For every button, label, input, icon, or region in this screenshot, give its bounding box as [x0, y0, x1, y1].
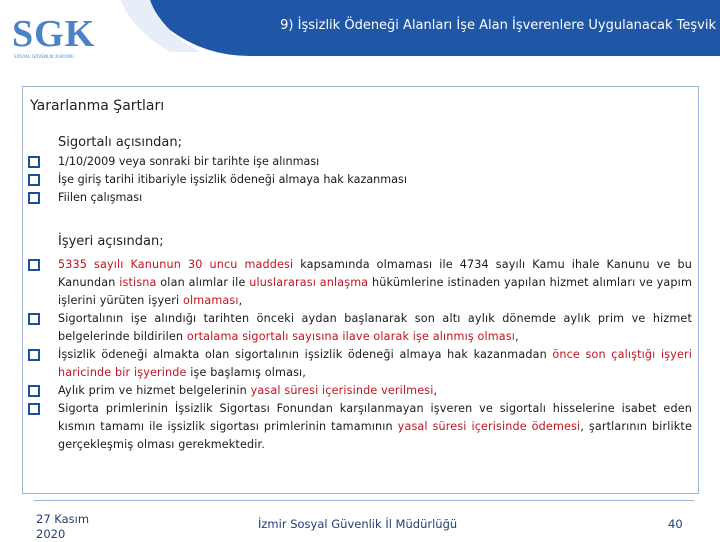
header-banner — [0, 0, 720, 70]
footer-organization: İzmir Sosyal Güvenlik İl Müdürlüğü — [258, 517, 458, 531]
workplace-heading: İşyeri açısından; — [58, 234, 164, 249]
slide-title: 9) İşsizlik Ödeneği Alanları İşe Alan İşverenlere Uygulanacak Teşvik — [280, 18, 716, 33]
square-bullet-icon — [28, 156, 40, 168]
workplace-list — [28, 256, 692, 454]
square-bullet-icon — [28, 259, 40, 271]
square-bullet-icon — [28, 403, 40, 415]
insured-list — [28, 153, 692, 207]
footer-date-year: 2020 — [36, 527, 66, 541]
list-item: 1/10/2009 veya sonraki bir tarihte işe alınması — [28, 153, 692, 171]
list-item: Sigorta primlerinin İşsizlik Sigortası Fonundan karşılanmayan işveren ve sigortalı hisselerine isabet eden kısmın tamamı ile işsizlik sigortası primlerinin tamamının yasal süresi içerisinde ödemesi, şartlarının birlikte gerçekleşmiş olması gerekmektedir. — [28, 400, 692, 454]
footer-date — [36, 512, 89, 542]
footer-date-day: 27 Kasım — [36, 512, 90, 526]
square-bullet-icon — [28, 192, 40, 204]
insured-heading: Sigortalı açısından; — [58, 135, 183, 150]
sgk-logo — [8, 12, 98, 64]
square-bullet-icon — [28, 385, 40, 397]
logo-text: SGK — [12, 13, 96, 55]
square-bullet-icon — [28, 313, 40, 325]
logo-subtext: SOSYAL GÜVENLİK KURUMU — [14, 54, 75, 59]
footer-divider — [34, 500, 694, 501]
list-item: Sigortalının işe alındığı tarihten önceki aydan başlanarak son altı aylık dönemde aylık prim ve hizmet belgelerinde bildirilen ortalama sigortalı sayısına ilave olarak işe alınmış olması, — [28, 310, 692, 346]
header-background — [0, 0, 720, 70]
square-bullet-icon — [28, 174, 40, 186]
list-item: Fiilen çalışması — [28, 189, 692, 207]
list-item: 5335 sayılı Kanunun 30 uncu maddesi kapsamında olmaması ile 4734 sayılı Kamu ihale Kanunu ve bu Kanundan istisna olan alımlar ile uluslararası anlaşma hükümlerine istinaden yapılan hizmet alımları ve yapım işlerini yürüten işyeri olmaması, — [28, 256, 692, 310]
section-title: Yararlanma Şartları — [30, 98, 165, 114]
square-bullet-icon — [28, 349, 40, 361]
page-number: 40 — [668, 517, 683, 531]
list-item: İşsizlik ödeneği almakta olan sigortalının işsizlik ödeneği almaya hak kazanmadan önce son çalıştığı işyeri haricinde bir işyerinde işe başlamış olması, — [28, 346, 692, 382]
list-item: Aylık prim ve hizmet belgelerinin yasal süresi içerisinde verilmesi, — [28, 382, 692, 400]
list-item: İşe giriş tarihi itibariyle işsizlik ödeneği almaya hak kazanması — [28, 171, 692, 189]
